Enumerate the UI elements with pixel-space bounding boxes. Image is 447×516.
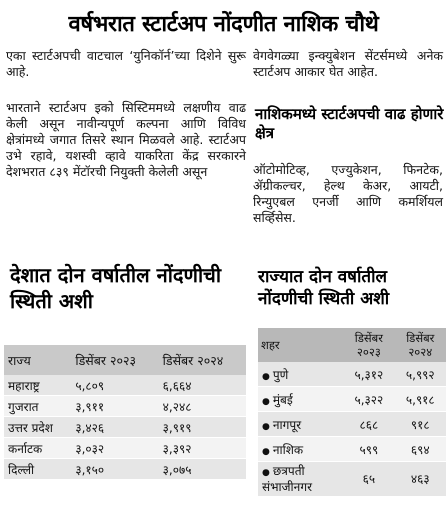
city-name	[258, 462, 343, 497]
headline: वर्षभरात स्टार्टअप नोंदणीत नाशिक चौथे	[68, 12, 379, 37]
city-name	[258, 437, 343, 462]
value-2024: ४,२४८	[159, 396, 246, 417]
value-2023: ३,१५०	[71, 459, 158, 480]
bullet-icon: ●	[262, 396, 270, 407]
country-registration-table	[4, 345, 246, 480]
column-header-state: राज्य	[4, 345, 71, 375]
sectors-list-text: ऑटोमोटिव्ह, एज्युकेशन, फिनटेक, ॲग्रीकल्चर, हेल्थ केअर, आयटी, रिन्युएबल एनर्जी आणि कमर्शियल सर्व्हिसेस.	[253, 162, 443, 225]
state-table-heading: राज्यात दोन वर्षातील नोंदणीची स्थिती अशी	[258, 267, 390, 309]
value-2023: ८६८	[343, 412, 394, 437]
value-2024: ६,६६४	[159, 375, 246, 396]
table-row	[4, 459, 246, 480]
state-name: कर्नाटक	[4, 438, 71, 459]
value-2023: ३,०३२	[71, 438, 158, 459]
bullet-icon: ●	[262, 468, 270, 478]
table-row	[258, 462, 446, 497]
value-2023: ५,३२२	[343, 387, 394, 412]
table-header-row	[258, 328, 446, 362]
state-name: गुजरात	[4, 396, 71, 417]
column-header-dec-2023: डिसेंबर २०२३	[71, 345, 158, 375]
table-row	[258, 412, 446, 437]
table-row	[4, 438, 246, 459]
value-2023: ५,८०९	[71, 375, 158, 396]
table-row	[4, 375, 246, 396]
value-2024: ६९४	[395, 437, 446, 462]
value-2024: ९१८	[395, 412, 446, 437]
value-2023: ५,३१२	[343, 362, 394, 387]
city-label: मुंबई	[272, 392, 293, 407]
table-row	[258, 362, 446, 387]
intro-paragraph: एका स्टार्टअपची वाटचाल ‘युनिकॉर्न’च्या दिशेने सुरू आहे.	[6, 48, 246, 79]
table-row	[258, 387, 446, 412]
table-row	[4, 396, 246, 417]
value-2024: ४६३	[395, 462, 446, 497]
city-label: नागपूर	[272, 417, 302, 432]
state-name: उत्तर प्रदेश	[4, 417, 71, 438]
value-2024: ५,९१८	[395, 387, 446, 412]
value-2023: ६५	[343, 462, 394, 497]
bullet-icon: ●	[262, 446, 270, 457]
state-name: महाराष्ट्र	[4, 375, 71, 396]
state-registration-table	[258, 328, 446, 497]
value-2023: ३,९११	[71, 396, 158, 417]
nashik-sectors-heading: नाशिकमध्ये स्टार्टअपची वाढ होणारे क्षेत्र	[255, 105, 444, 142]
country-table-heading: देशात दोन वर्षातील नोंदणीची स्थिती अशी	[10, 263, 222, 313]
city-label: पुणे	[272, 367, 289, 382]
value-2024: ५,९९२	[395, 362, 446, 387]
column-header-dec-2024: डिसेंबर २०२४	[159, 345, 246, 375]
table-row	[4, 417, 246, 438]
column-header-dec-2024: डिसेंबर २०२४	[395, 328, 446, 362]
value-2023: ३,४२६	[71, 417, 158, 438]
column-header-city: शहर	[258, 328, 343, 362]
city-name	[258, 412, 343, 437]
value-2023: ५९९	[343, 437, 394, 462]
bullet-icon: ●	[262, 371, 270, 382]
value-2024: ३,९१९	[159, 417, 246, 438]
incubation-paragraph: वेगवेगळ्या इन्क्युबेशन सेंटर्समध्ये अनेक स्टार्टअप आकार घेत आहेत.	[253, 48, 443, 79]
city-name	[258, 387, 343, 412]
state-name: दिल्ली	[4, 459, 71, 480]
city-label: नाशिक	[272, 442, 304, 457]
bullet-icon: ●	[262, 421, 270, 432]
table-row	[258, 437, 446, 462]
table-header-row	[4, 345, 246, 375]
city-name	[258, 362, 343, 387]
column-header-dec-2023: डिसेंबर २०२३	[343, 328, 394, 362]
value-2024: ३,०७५	[159, 459, 246, 480]
body-paragraph: भारताने स्टार्टअप इको सिस्टिममध्ये लक्षणीय वाढ केली असून नावीन्यपूर्ण कल्पना आणि विविध क्षेत्रांमध्ये जगात तिसरे स्थान मिळवले आहे. स्टार्टअप उभे रहावे, यशस्वी व्हावे याकरिता केंद्र सरकारने देशभरात ८३९ मेंटॉरची नियुक्ती केलेली असून	[6, 100, 246, 179]
city-label: छत्रपती संभाजीनगर	[262, 464, 312, 494]
value-2024: ३,३९२	[159, 438, 246, 459]
